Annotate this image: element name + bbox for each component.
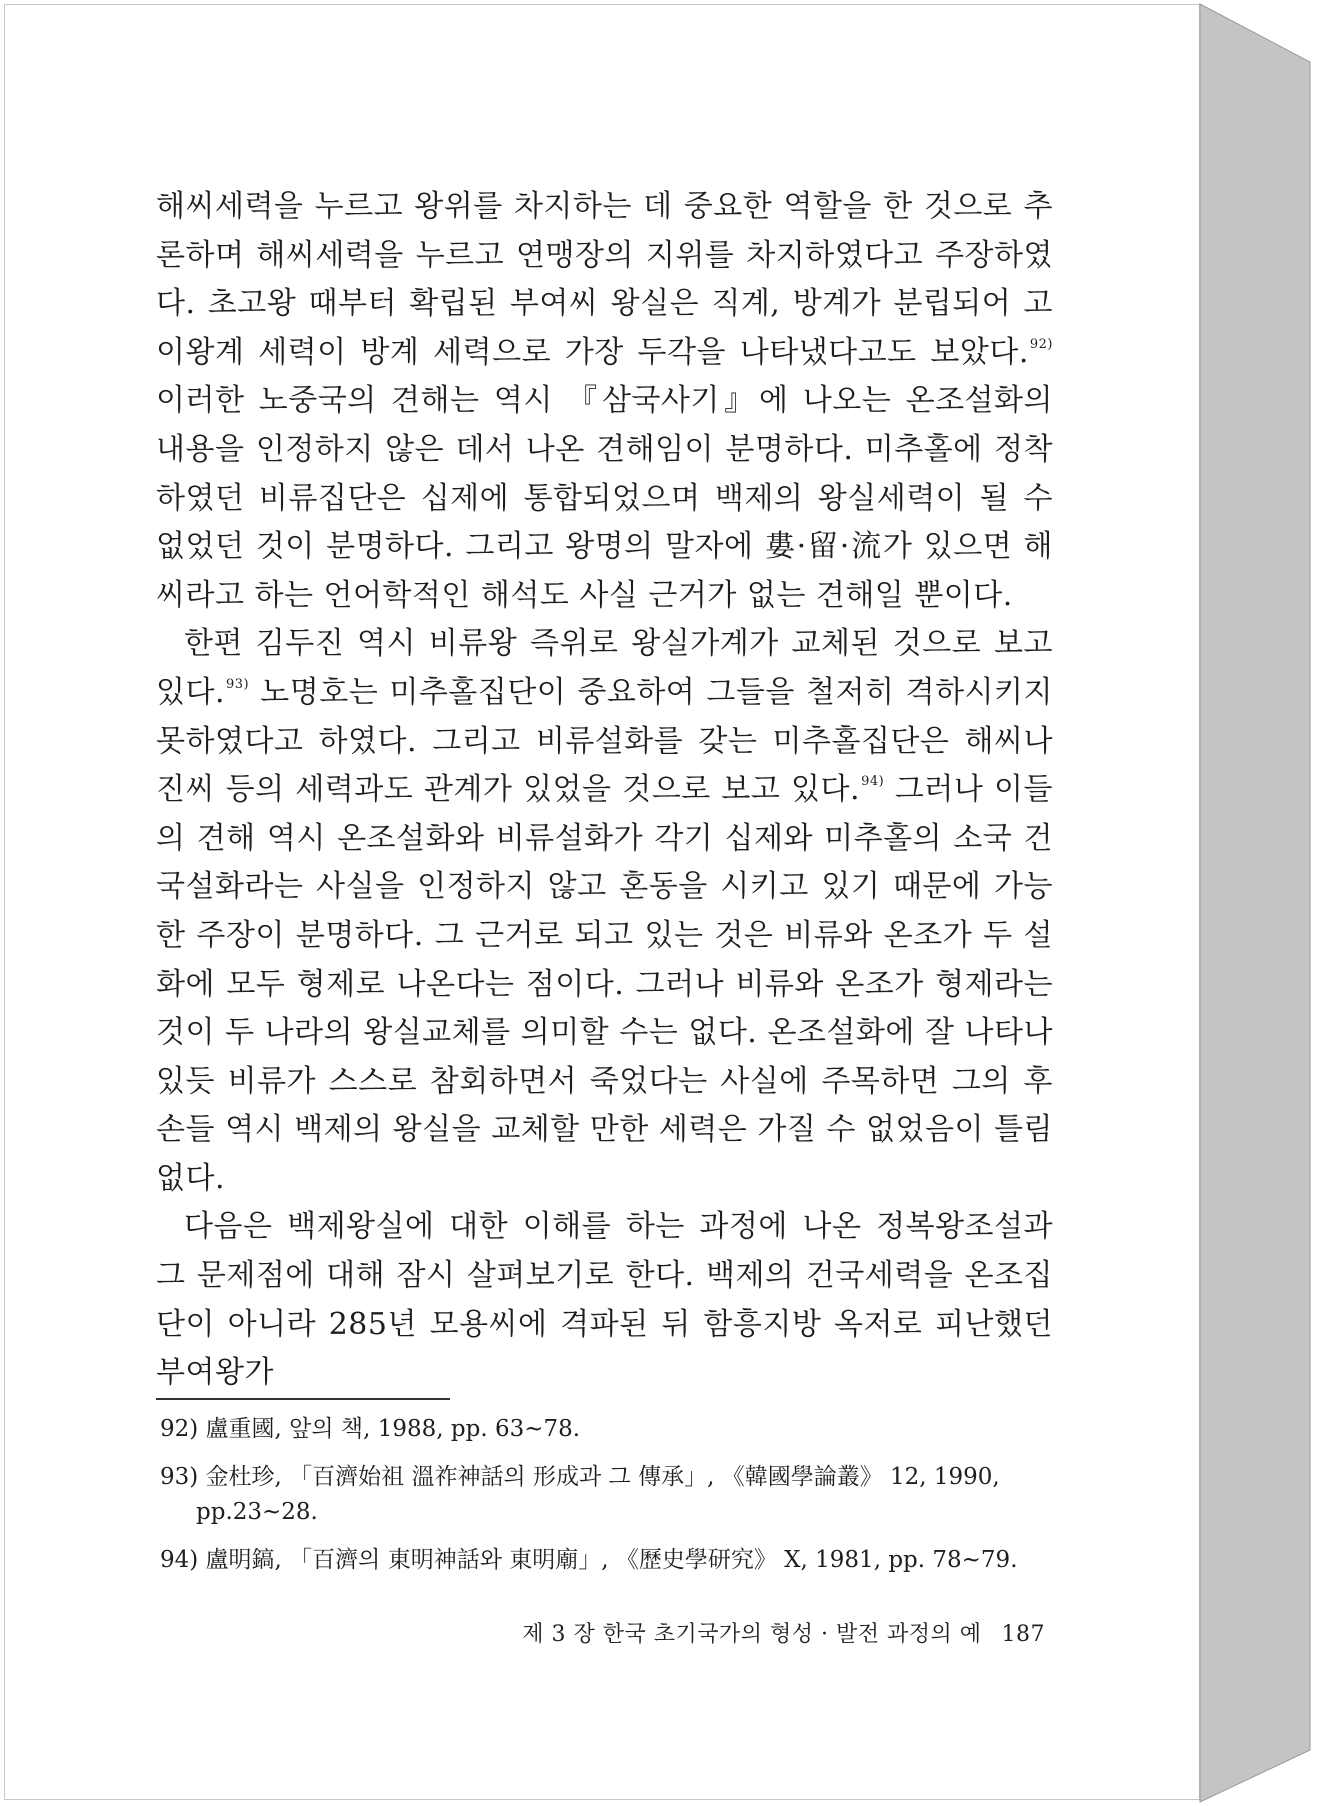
chapter-title: 제 3 장 한국 초기국가의 형성 · 발전 과정의 예: [522, 1622, 982, 1647]
paragraph-2-part-2: 노명호는 미추홀집단이 중요하여 그들을 철저히 격하시키지 못하였다고 하였다. 그리고 비류설화를 갖는 미추홀집단은 해씨나 진씨 등의 세력과도 관계가 있었을 것으로 보고 있다.: [156, 674, 1053, 808]
footnote-ref-93: 93): [226, 676, 250, 692]
footnote-divider: [156, 1398, 450, 1400]
book-side-panel: [1200, 4, 1310, 1802]
footnote-94: 94) 盧明鎬, 「百濟의 東明神話와 東明廟」, 《歷史學研究》 X, 1981, pp. 78~79.: [160, 1547, 1018, 1573]
paragraph-2-part-3: 그러나 이들의 견해 역시 온조설화와 비류설화가 각기 십제와 미추홀의 소국 건국설화라는 사실을 인정하지 않고 혼동을 시키고 있기 때문에 가능한 주장이 분명하다. 그 근거로 되고 있는 것은 비류와 온조가 두 설화에 모두 형제로 나온다는 점이다. 그러나 비류와 온조가 형제라는 것이 두 나라의 왕실교체를 의미할 수는 없다. 온조설화에 잘 나타나 있듯 비류가 스스로 참회하면서 죽었다는 사실에 주목하면 그의 후손들 역시 백제의 왕실을 교체할 만한 세력은 가질 수 없었음이 틀림없다.: [156, 772, 1054, 1196]
footnote-ref-94: 94): [861, 774, 885, 790]
paragraph-1: [156, 183, 1053, 620]
footnote-92: 92) 盧重國, 앞의 책, 1988, pp. 63~78.: [160, 1416, 581, 1442]
paragraph-1-part-1: 해씨세력을 누르고 왕위를 차지하는 데 중요한 역할을 한 것으로 추론하며 해씨세력을 누르고 연맹장의 지위를 차지하였다고 주장하였다. 초고왕 때부터 확립된 부여씨 왕실은 직계, 방계가 분립되어 고이왕계 세력이 방계 세력으로 가장 두각을 나타냈다고도 보았다.: [156, 189, 1053, 370]
paragraph-2: [156, 620, 1053, 1203]
footnotes: [160, 1412, 1050, 1591]
footnote-ref-92: 92): [1029, 336, 1053, 352]
footnote-93: 93) 金杜珍, 「百濟始祖 溫祚神話의 形成과 그 傳承」, 《韓國學論叢》 12, 1990, pp.23~28.: [160, 1464, 1000, 1525]
paragraph-3-part-1: 다음은 백제왕실에 대한 이해를 하는 과정에 나온 정복왕조설과 그 문제점에 대해 잠시 살펴보기로 한다. 백제의 건국세력을 온조집단이 아니라 285년 모용씨에 격파된 뒤 함흥지방 옥저로 피난했던 부여왕가: [156, 1209, 1053, 1391]
paragraph-1-part-2: 이러한 노중국의 견해는 역시 『삼국사기』에 나오는 온조설화의 내용을 인정하지 않은 데서 나온 견해임이 분명하다. 미추홀에 정착하였던 비류집단은 십제에 통합되었으며 백제의 왕실세력이 될 수 없었던 것이 분명하다. 그리고 왕명의 말자에 婁·留·流가 있으면 해씨라고 하는 언어학적인 해석도 사실 근거가 없는 견해일 뿐이다.: [156, 383, 1053, 613]
paragraph-2-part-1: 한편 김두진 역시 비류왕 즉위로 왕실가계가 교체된 것으로 보고 있다.: [156, 626, 1053, 710]
body-text: [156, 183, 1053, 1398]
page-number: 187: [1001, 1622, 1045, 1647]
running-footer: [485, 1617, 1045, 1648]
paragraph-3: [156, 1203, 1053, 1397]
